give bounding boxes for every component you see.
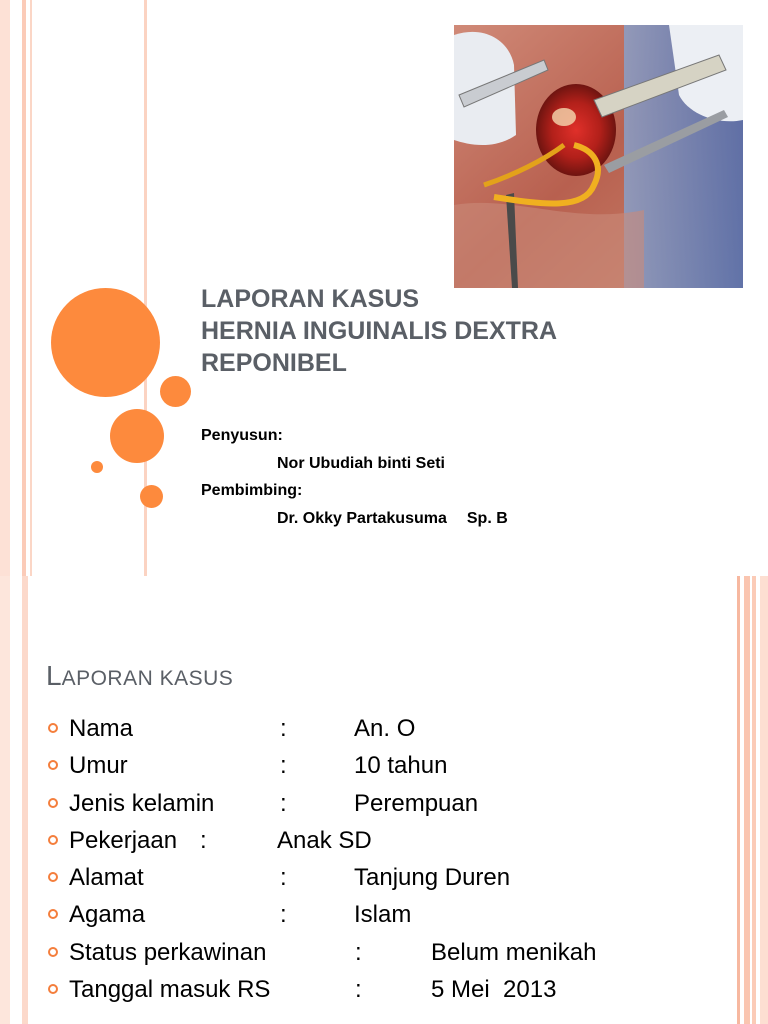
bullet-icon (48, 947, 58, 957)
decorative-circle-large (51, 288, 160, 397)
bullet-icon (48, 909, 58, 919)
item-colon: : (280, 864, 287, 892)
list-item (48, 934, 748, 971)
slide-heading (46, 660, 233, 692)
list-item (48, 896, 748, 933)
decorative-strip (0, 0, 10, 576)
decorative-circle-small (160, 376, 191, 407)
list-item (48, 822, 748, 859)
item-value: An. O (354, 715, 416, 742)
decorative-circle-medium (110, 409, 164, 463)
item-label: Pekerjaan (69, 826, 178, 854)
list-item (48, 710, 748, 747)
title-line-1: LAPORAN KASUS (201, 285, 420, 313)
bullet-icon (48, 835, 58, 845)
case-report-slide (0, 576, 768, 1024)
item-value: Belum menikah (431, 938, 597, 966)
title-line-2: HERNIA INGUINALIS DEXTRA (201, 317, 558, 345)
bullet-icon (48, 760, 58, 770)
list-item (48, 859, 748, 896)
item-colon: : (280, 715, 287, 742)
bullet-icon (48, 798, 58, 808)
decorative-circle-small (140, 485, 163, 508)
heading-initial: L (46, 660, 62, 691)
pembimbing-title: Sp. B (466, 509, 508, 527)
item-value: Islam (354, 901, 412, 929)
penyusun-name: Nor Ubudiah binti Seti (277, 454, 445, 472)
slide-title (201, 283, 741, 379)
decorative-strip (0, 576, 10, 1024)
item-colon: : (355, 976, 362, 1004)
title-line-3: REPONIBEL (201, 349, 347, 377)
item-label: Umur (69, 752, 128, 780)
item-label: Agama (69, 901, 146, 929)
bullet-icon (48, 723, 58, 733)
pembimbing-label: Pembimbing: (201, 482, 303, 499)
credits-block (201, 422, 508, 532)
decorative-strip (752, 576, 756, 1024)
heading-rest: APORAN KASUS (61, 667, 234, 690)
decorative-strip (30, 0, 32, 576)
item-label: Tanggal masuk RS (69, 976, 271, 1004)
list-item (48, 747, 748, 784)
item-label: Status perkawinan (69, 938, 267, 966)
decorative-strip (22, 0, 26, 576)
item-colon: : (355, 938, 362, 966)
item-value: Perempuan (354, 789, 479, 817)
item-colon: : (200, 826, 207, 854)
item-colon: : (280, 901, 287, 929)
list-item (48, 971, 748, 1008)
item-value: Tanjung Duren (354, 864, 511, 892)
item-value: 5 Mei 2013 (431, 976, 557, 1004)
bullet-icon (48, 872, 58, 882)
pembimbing-name: Dr. Okky Partakusuma (277, 509, 447, 527)
item-label: Alamat (69, 864, 144, 892)
list-item (48, 785, 748, 822)
item-colon: : (280, 752, 287, 780)
decorative-circle-tiny (91, 461, 103, 473)
item-value: 10 tahun (354, 752, 448, 780)
pembimbing-row (201, 505, 508, 533)
item-label: Nama (69, 715, 134, 742)
item-value: Anak SD (277, 826, 372, 854)
decorative-strip (22, 576, 28, 1024)
decorative-strip (760, 576, 768, 1024)
patient-info-list (48, 710, 748, 1008)
bullet-icon (48, 984, 58, 994)
surgery-photo (454, 25, 743, 288)
penyusun-label: Penyusun: (201, 427, 283, 444)
item-colon: : (280, 789, 287, 817)
item-label: Jenis kelamin (69, 789, 215, 817)
